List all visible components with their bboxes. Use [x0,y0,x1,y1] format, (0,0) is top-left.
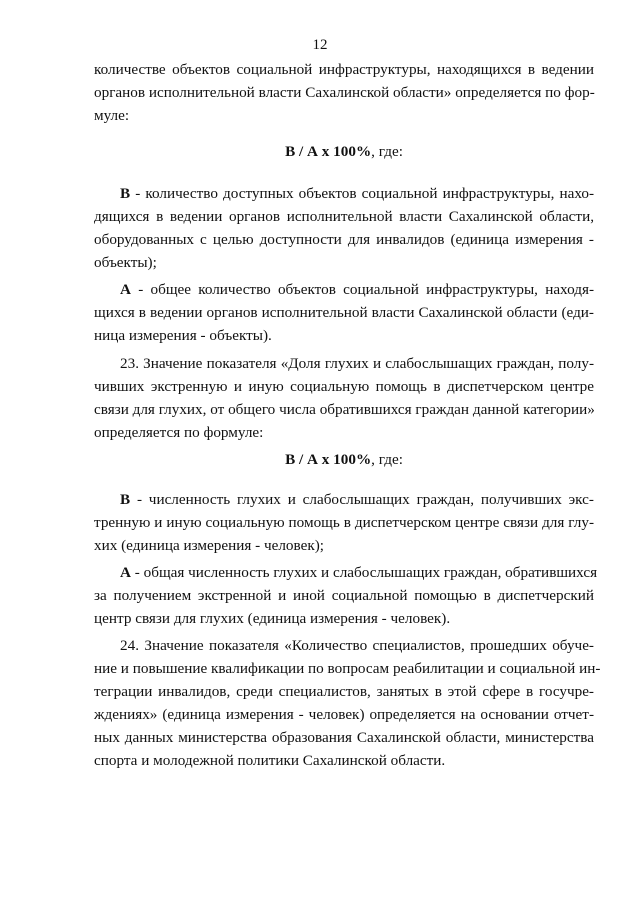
paragraph-23 [94,352,594,444]
formula-2 [94,448,594,471]
page-number: 12 [312,37,328,53]
text-line: центр связи для глухих (единица измерения - человек). [94,609,451,627]
variable-letter: А [120,281,131,299]
text-line: муле: [94,107,130,125]
variable-letter: А [120,563,131,581]
definition-b-2 [94,488,594,557]
definition-b-1 [94,182,594,274]
variable-letter: В [120,490,131,508]
text-line: объекты); [94,254,157,272]
definition-a-1 [94,278,594,347]
formula-expression: В / А х 100% [285,143,372,161]
text-line: спорта и молодежной политики Сахалинской области. [94,752,446,770]
text-line: ница измерения - объекты). [94,327,272,345]
text-line: хих (единица измерения - человек); [94,536,325,554]
paragraph-continuation [94,58,594,127]
paragraph-24 [94,634,601,772]
text-line: В - численность глухих и слабослышащих граждан, получивших экс- [120,490,594,508]
formula-expression: В / А х 100% [285,450,372,468]
text-line: чивших экстренную и иную социальную помощь в диспетчерском центре [94,377,594,395]
text-line: ждениях» (единица измерения - человек) определяется на основании отчет- [94,706,594,724]
formula-1 [94,140,594,163]
text-line: А - общее количество объектов социальной инфраструктуры, находя- [120,281,594,299]
text-line: связи для глухих, от общего числа обратившихся граждан данной категории» [94,400,595,418]
text-line: щихся в ведении органов исполнительной власти Сахалинской области (еди- [94,304,594,322]
formula-tail: , где: [371,450,403,468]
text-line: ние и повышение квалификации по вопросам реабилитации и социальной ин- [94,660,601,678]
text-line: 23. Значение показателя «Доля глухих и слабослышащих граждан, полу- [120,354,594,372]
text-line: дящихся в ведении органов исполнительной власти Сахалинской области, [94,208,594,226]
text-line: количестве объектов социальной инфраструктуры, находящихся в ведении [94,61,594,78]
text-line: ных данных министерства образования Сахалинской области, министерства [94,729,594,747]
document-body [94,58,601,772]
text-line: 24. Значение показателя «Количество специалистов, прошедших обуче- [120,637,594,655]
text-line: теграции инвалидов, среди специалистов, занятых в этой сфере в госучре- [94,683,594,701]
definition-a-2 [94,561,598,630]
formula-tail: , где: [371,143,403,161]
text-line: оборудованных с целью доступности для инвалидов (единица измерения - [94,231,594,249]
text-line: определяется по формуле: [94,423,264,441]
text-line: В - количество доступных объектов социальной инфраструктуры, нахо- [120,185,594,203]
text-line: А - общая численность глухих и слабослышащих граждан, обратившихся [120,563,598,581]
text-line: за получением экстренной и иной социальной помощью в диспетчерский [94,586,594,604]
variable-letter: В [120,185,131,203]
text-line: органов исполнительной власти Сахалинской области» определяется по фор- [94,84,595,102]
text-line: тренную и иную социальную помощь в диспетчерском центре связи для глу- [94,513,594,531]
